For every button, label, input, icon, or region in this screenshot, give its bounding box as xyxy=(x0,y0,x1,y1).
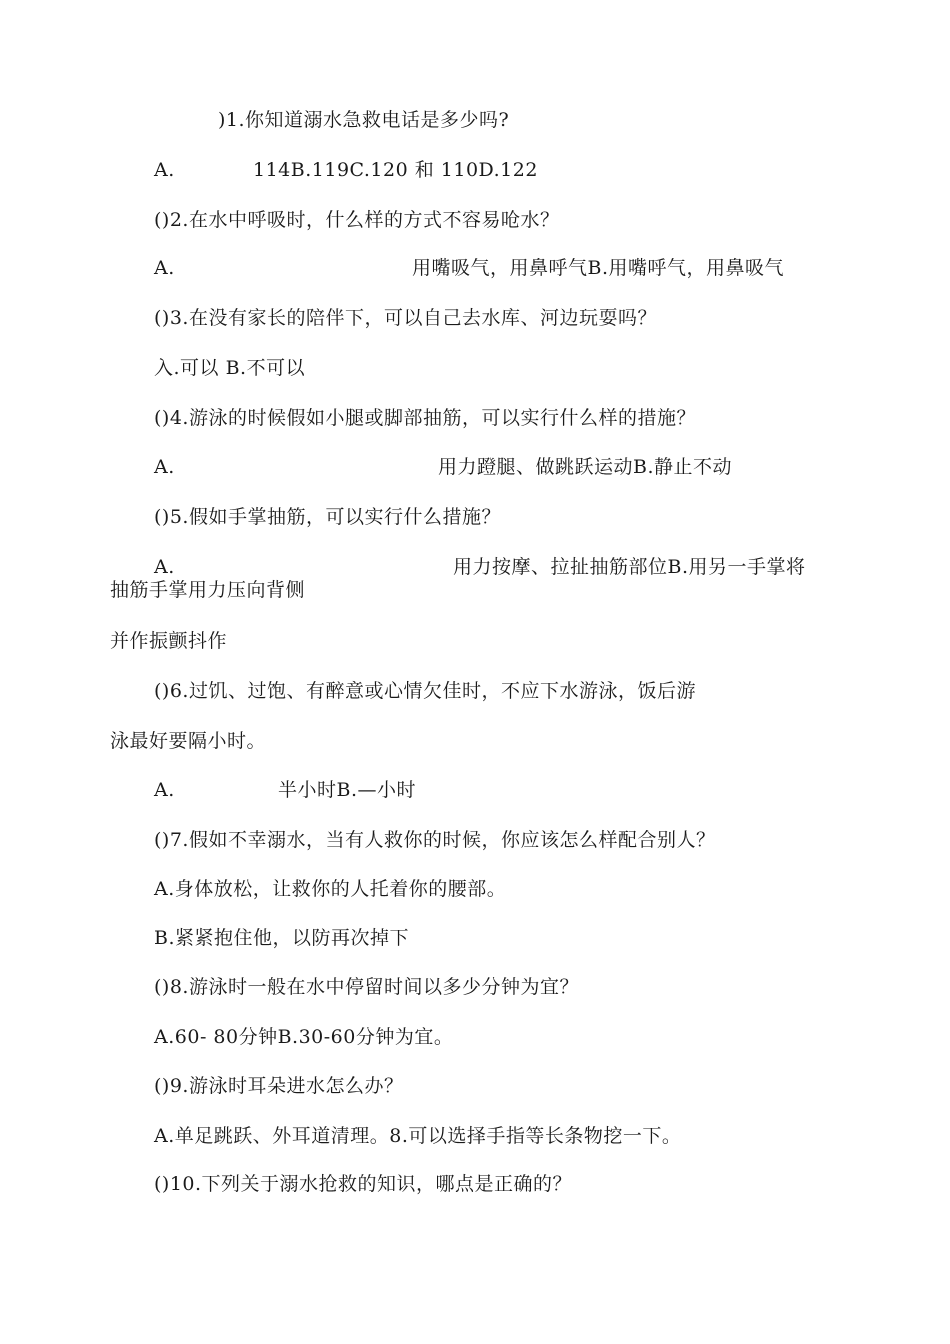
question-4-options: 用力蹬腿、做跳跃运动B.静止不动 xyxy=(438,456,733,478)
question-6-options: 半小时B.—小时 xyxy=(278,779,417,801)
question-5-continuation-1: 抽筋手掌用力压向背侧 xyxy=(110,579,306,601)
question-8: ()8.游泳时一般在水中停留时间以多少分钟为宜？ xyxy=(154,976,579,998)
question-1-options: 114B.119C.120 和 110D.122 xyxy=(253,159,538,181)
question-6-continuation: 泳最好要隔小时。 xyxy=(110,730,267,752)
question-2: ()2.在水中呼吸时，什么样的方式不容易呛水？ xyxy=(154,209,560,231)
question-7-option-a: A.身体放松，让救你的人托着你的腰部。 xyxy=(154,878,507,900)
question-8-options: A.60- 80分钟B.30-60分钟为宜。 xyxy=(154,1026,454,1048)
question-5-continuation-2: 并作振颤抖作 xyxy=(110,630,228,652)
question-10: ()10.下列关于溺水抢救的知识，哪点是正确的？ xyxy=(154,1173,573,1195)
question-1-option-a-label: A. xyxy=(154,159,175,181)
question-2-option-a-label: A. xyxy=(154,257,175,279)
question-1: )1.你知道溺水急救电话是多少吗? xyxy=(218,109,510,131)
question-4: ()4.游泳的时候假如小腿或脚部抽筋，可以实行什么样的措施？ xyxy=(154,407,696,429)
question-5: ()5.假如手掌抽筋，可以实行什么措施？ xyxy=(154,506,501,528)
question-5-option-a-label: A. xyxy=(154,556,175,578)
question-6-option-a-label: A. xyxy=(154,779,175,801)
question-2-options: 用嘴吸气，用鼻呼气B.用嘴呼气，用鼻吸气 xyxy=(412,257,785,279)
question-5-options: 用力按摩、拉扯抽筋部位B.用另一手掌将 xyxy=(453,556,806,578)
question-7: ()7.假如不幸溺水，当有人救你的时候，你应该怎么样配合别人？ xyxy=(154,829,716,851)
question-3: ()3.在没有家长的陪伴下，可以自己去水库、河边玩耍吗？ xyxy=(154,307,657,329)
question-9-options: A.单足跳跃、外耳道清理。8.可以选择手指等长条物挖一下。 xyxy=(154,1125,682,1147)
question-4-option-a-label: A. xyxy=(154,456,175,478)
question-3-options: 入.可以 B.不可以 xyxy=(154,357,306,379)
question-9: ()9.游泳时耳朵进水怎么办？ xyxy=(154,1075,404,1097)
question-6: ()6.过饥、过饱、有醉意或心情欠佳时，不应下水游泳，饭后游 xyxy=(154,680,696,702)
question-7-option-b: B.紧紧抱住他，以防再次掉下 xyxy=(154,927,410,949)
